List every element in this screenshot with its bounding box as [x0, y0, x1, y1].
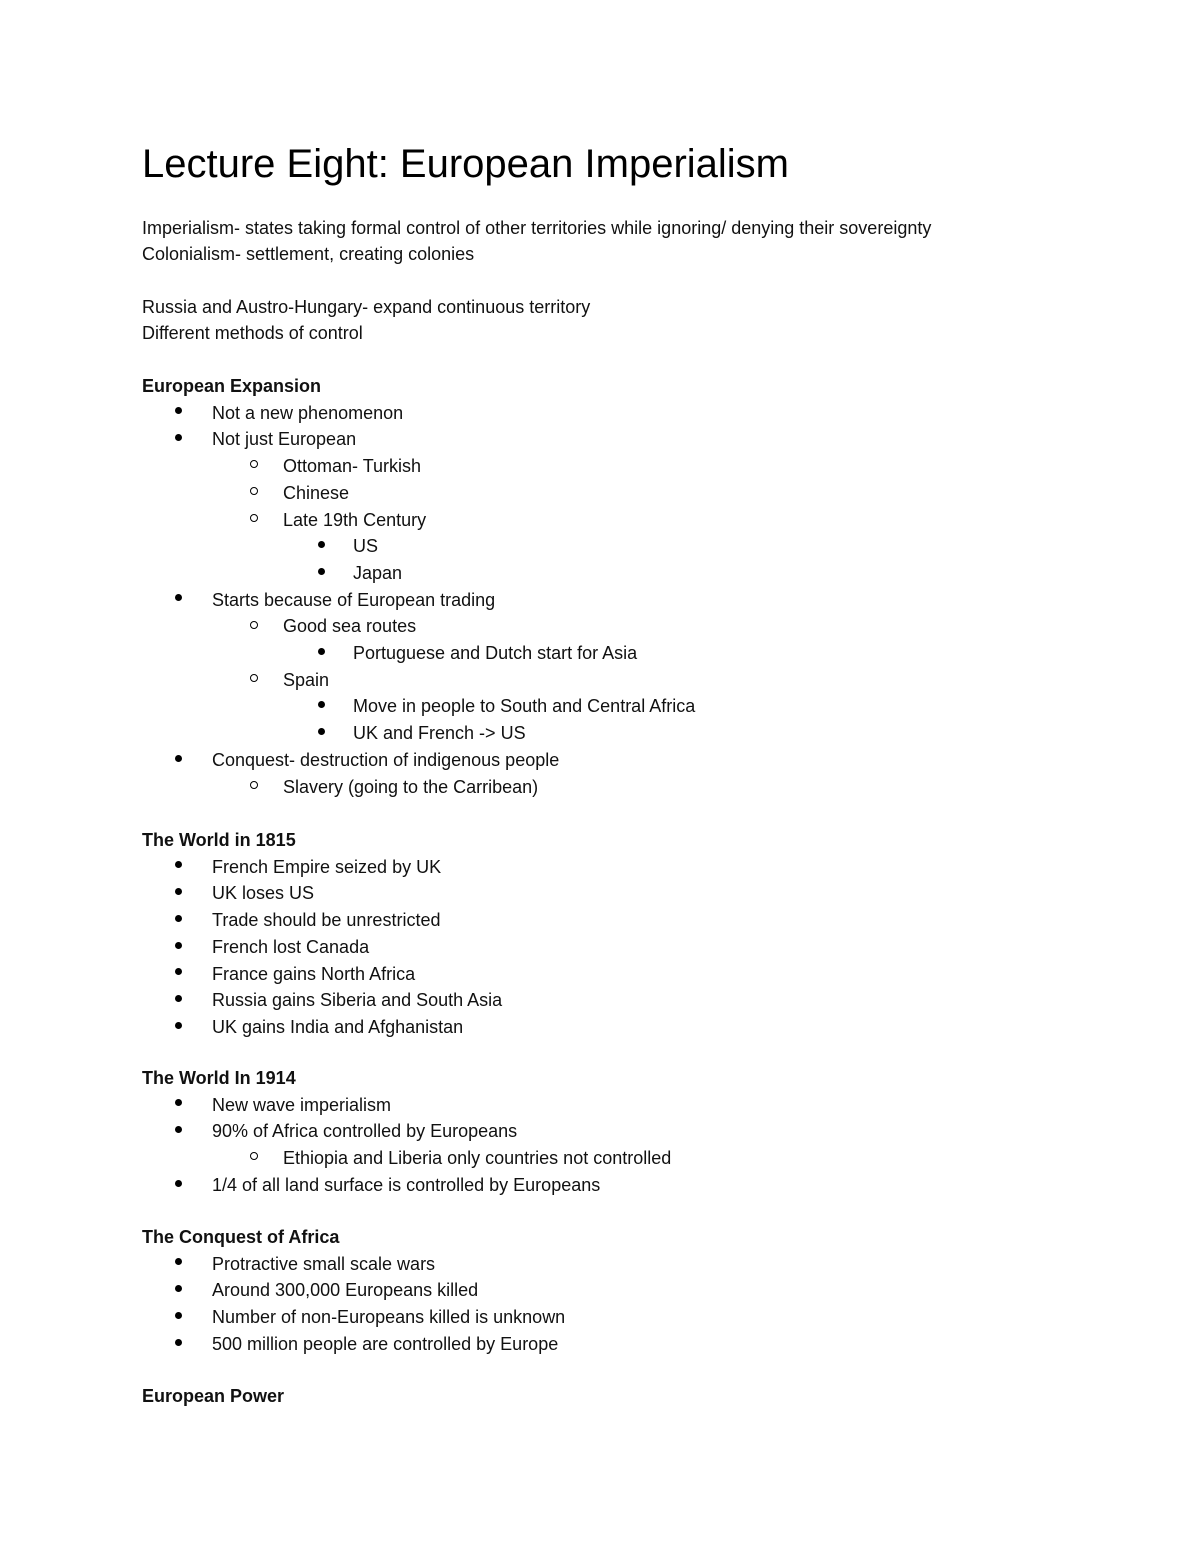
- disc-bullet-icon: [175, 1277, 182, 1303]
- list-item: Chinese: [283, 482, 350, 503]
- list-item: Move in people to South and Central Africa: [353, 696, 696, 717]
- disc-bullet-icon: [175, 880, 182, 906]
- list-item: Not just European: [212, 429, 357, 450]
- disc-bullet-icon: [175, 587, 182, 613]
- list-item: UK loses US: [212, 883, 315, 904]
- disc-bullet-icon: [175, 854, 182, 880]
- list-item: Ottoman- Turkish: [283, 456, 422, 477]
- circle-bullet-icon: [250, 774, 258, 800]
- disc-bullet-icon: [175, 1304, 182, 1330]
- list-item: Late 19th Century: [283, 509, 427, 530]
- disc-bullet-icon: [175, 1014, 182, 1040]
- circle-bullet-icon: [250, 667, 258, 693]
- list-item: Protractive small scale wars: [212, 1253, 436, 1274]
- disc-bullet-icon: [318, 533, 325, 559]
- disc-bullet-icon: [318, 560, 325, 586]
- definition-imperialism: Imperialism- states taking formal control of other territories while ignoring/ denying their sovereignty: [142, 218, 932, 238]
- list-item: Good sea routes: [283, 616, 417, 637]
- list-item: 90% of Africa controlled by Europeans: [212, 1121, 518, 1142]
- disc-bullet-icon: [318, 693, 325, 719]
- disc-bullet-icon: [175, 961, 182, 987]
- list-item: Slavery (going to the Carribean): [283, 776, 539, 797]
- list-item: UK and French -> US: [353, 723, 526, 744]
- list-item: France gains North Africa: [212, 963, 416, 984]
- disc-bullet-icon: [175, 987, 182, 1013]
- disc-bullet-icon: [318, 720, 325, 746]
- paragraph-line: Different methods of control: [142, 323, 363, 343]
- disc-bullet-icon: [175, 1251, 182, 1277]
- disc-bullet-icon: [175, 1092, 182, 1118]
- list-item: New wave imperialism: [212, 1094, 392, 1115]
- disc-bullet-icon: [175, 426, 182, 452]
- section-heading: The World In 1914: [142, 1068, 296, 1088]
- list-item: Japan: [353, 562, 403, 583]
- list-item: Around 300,000 Europeans killed: [212, 1280, 479, 1301]
- list-item: Conquest- destruction of indigenous people: [212, 749, 560, 770]
- list-item: Trade should be unrestricted: [212, 910, 441, 931]
- section-heading: European Expansion: [142, 376, 322, 396]
- section-heading: The Conquest of Africa: [142, 1227, 340, 1247]
- list-item: Spain: [283, 669, 330, 690]
- circle-bullet-icon: [250, 480, 258, 506]
- disc-bullet-icon: [175, 1331, 182, 1357]
- list-item: US: [353, 536, 379, 557]
- list-item: French Empire seized by UK: [212, 856, 442, 877]
- disc-bullet-icon: [318, 640, 325, 666]
- paragraph-line: Russia and Austro-Hungary- expand continuous territory: [142, 297, 591, 317]
- list-item: 500 million people are controlled by Europe: [212, 1333, 559, 1354]
- list-item: Ethiopia and Liberia only countries not controlled: [283, 1148, 672, 1169]
- disc-bullet-icon: [175, 907, 182, 933]
- list-item: Portuguese and Dutch start for Asia: [353, 643, 638, 663]
- list-item: Number of non-Europeans killed is unknown: [212, 1307, 566, 1328]
- definition-colonialism: Colonialism- settlement, creating colonies: [142, 244, 475, 264]
- list-item: Not a new phenomenon: [212, 402, 404, 423]
- list-item: French lost Canada: [212, 936, 370, 957]
- section-heading: European Power: [142, 1386, 285, 1406]
- circle-bullet-icon: [250, 1145, 258, 1171]
- disc-bullet-icon: [175, 400, 182, 426]
- list-item: UK gains India and Afghanistan: [212, 1016, 464, 1037]
- disc-bullet-icon: [175, 1172, 182, 1198]
- page-title: Lecture Eight: European Imperialism: [142, 142, 789, 186]
- circle-bullet-icon: [250, 453, 258, 479]
- disc-bullet-icon: [175, 747, 182, 773]
- circle-bullet-icon: [250, 507, 258, 533]
- disc-bullet-icon: [175, 1118, 182, 1144]
- list-item: Russia gains Siberia and South Asia: [212, 990, 503, 1011]
- section-heading: The World in 1815: [142, 830, 296, 850]
- list-item: 1/4 of all land surface is controlled by Europeans: [212, 1174, 601, 1195]
- list-item: Starts because of European trading: [212, 589, 496, 610]
- circle-bullet-icon: [250, 613, 258, 639]
- disc-bullet-icon: [175, 934, 182, 960]
